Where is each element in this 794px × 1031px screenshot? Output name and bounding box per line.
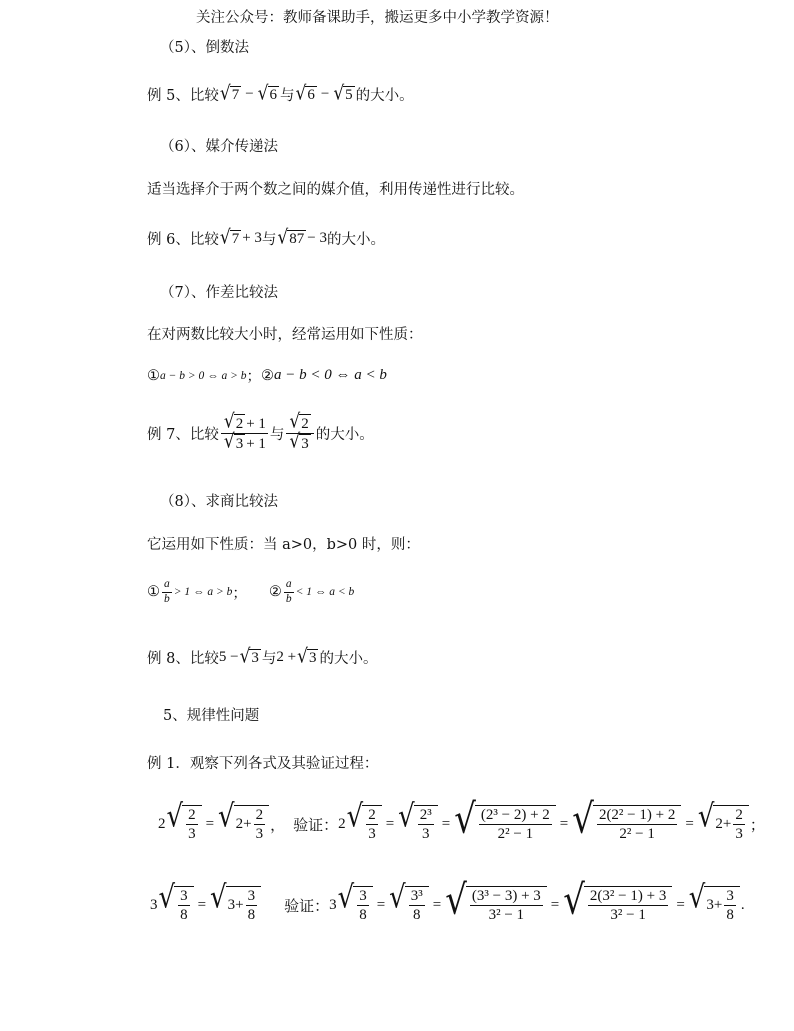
- example-6-tail: 的大小。: [326, 232, 385, 248]
- equals: =: [441, 815, 451, 832]
- sqrt-a: √ 7: [219, 81, 240, 105]
- property-1-marker: ①: [147, 367, 160, 384]
- difference-properties: [147, 365, 387, 386]
- sqrt-cube-fraction: √ $\frac{\text{3³}}{8}$: [389, 886, 429, 924]
- sqrt-b: √ 6: [257, 81, 277, 105]
- coefficient: 3: [150, 896, 158, 913]
- comma: ，: [270, 817, 286, 834]
- minus-3: − 3: [307, 230, 327, 246]
- sqrt-mixed: √ 2+ $\frac{2}{3}$: [698, 805, 749, 843]
- heading-pattern-problems: 5、规律性问题: [163, 708, 260, 724]
- example-1-intro: 例 1．观察下列各式及其验证过程：: [147, 756, 379, 772]
- coefficient: 3: [329, 896, 337, 913]
- verify-label: 验证：: [284, 898, 330, 915]
- sqrt-87: √ 87: [277, 225, 305, 249]
- sqrt-mixed: √ 2+ $\frac{2}{3}$: [218, 805, 269, 843]
- equals: =: [197, 896, 207, 913]
- example-5-label: 例 5、比较: [147, 88, 219, 104]
- example-5-tail: 的大小。: [355, 88, 414, 104]
- example-7-tail: 的大小。: [315, 427, 374, 443]
- sqrt-fraction: √ $\frac{2}{3}$: [347, 805, 382, 843]
- fraction-1: √ 2 + 1 √ 3 + 1: [221, 414, 268, 453]
- equals: =: [385, 815, 395, 832]
- quotient-method-description: 它运用如下性质：当 a>0，b>0 时，则：: [147, 537, 420, 553]
- sqrt-d: √ 5: [333, 81, 353, 105]
- equals: =: [550, 896, 560, 913]
- coefficient: 2: [158, 815, 166, 832]
- separator: ；: [246, 369, 262, 385]
- separator: ；: [232, 585, 247, 602]
- minus-sign: −: [245, 86, 254, 102]
- minus-sign: −: [320, 86, 330, 102]
- sqrt-c: √ 6: [295, 81, 315, 105]
- example-6: [147, 225, 385, 249]
- heading-quotient-method: （8）、求商比较法: [160, 494, 278, 510]
- expr-5-minus: 5 −: [218, 649, 239, 665]
- difference-method-description: 在对两数比较大小时，经常运用如下性质：: [147, 327, 423, 343]
- property-2-tail: < 1 ⇔ a < b: [295, 586, 355, 599]
- fraction-a-over-b: $\frac{a}{b}$: [164, 578, 170, 605]
- sqrt-expanded-fraction: √ $\frac{\text{(3³ − 3) + 3}}{\text{3² − 1}}$: [445, 886, 547, 924]
- heading-difference-method: （7）、作差比较法: [160, 285, 278, 301]
- example-5: [147, 81, 414, 105]
- medium-method-description: 适当选择介于两个数之间的媒介值，利用传递性进行比较。: [147, 182, 524, 198]
- verify-label: 验证：: [293, 817, 339, 834]
- identity-row-1: [158, 795, 765, 844]
- heading-medium-transfer-method: （6）、媒介传递法: [160, 139, 278, 155]
- expr-2-plus: 2 +: [276, 649, 297, 665]
- coefficient: 2: [338, 815, 346, 832]
- sqrt-fraction: √ $\frac{2}{3}$: [167, 805, 202, 843]
- sqrt-fraction: √ $\frac{3}{8}$: [159, 886, 194, 924]
- sqrt-cube-fraction: √ $\frac{\text{2³}}{3}$: [398, 805, 438, 843]
- identity-row-2: [150, 876, 745, 925]
- quotient-properties: [147, 578, 354, 607]
- property-2-marker: ②: [268, 584, 282, 601]
- example-8-label: 例 8、比较: [147, 651, 219, 667]
- example-8: [147, 644, 378, 668]
- sqrt-factored-fraction: √ $\frac{\text{2(2² − 1) + 2}}{\text{2² − 1}}$: [572, 805, 681, 843]
- sqrt-7: √ 7: [219, 225, 240, 249]
- sqrt-3: √ 3: [297, 644, 317, 668]
- conjunction: 与: [269, 427, 285, 443]
- equals: =: [432, 896, 442, 913]
- example-7-label: 例 7、比较: [147, 427, 219, 443]
- property-2: a − b < 0 ⇔ a < b: [274, 367, 387, 383]
- conjunction: 与: [261, 651, 277, 667]
- example-8-tail: 的大小。: [319, 651, 378, 667]
- sqrt-expanded-fraction: √ $\frac{\text{(2³ − 2) + 2}}{\text{2² − 1}}$: [454, 805, 556, 843]
- fraction-a-over-b: $\frac{a}{b}$: [285, 578, 292, 605]
- example-7: [147, 410, 374, 454]
- sqrt-fraction: √ $\frac{3}{8}$: [338, 886, 373, 924]
- property-1: a − b > 0 ⇔ a > b: [160, 369, 247, 382]
- sqrt-mixed: √ 3+ $\frac{3}{8}$: [210, 886, 261, 924]
- conjunction: 与: [261, 232, 277, 248]
- row-end: ；: [749, 817, 765, 834]
- property-2-marker: ②: [261, 367, 275, 384]
- equals: =: [559, 815, 569, 832]
- property-1-marker: ①: [147, 584, 160, 601]
- sqrt-3: √ 3: [239, 644, 259, 668]
- equals: =: [205, 815, 215, 832]
- equals: =: [376, 896, 386, 913]
- heading-reciprocal-method: （5）、倒数法: [160, 40, 249, 56]
- plus-3: + 3: [242, 230, 262, 246]
- sqrt-mixed: √ 3+ $\frac{3}{8}$: [689, 886, 740, 924]
- fraction-2: √ 2 √ 3: [286, 414, 313, 453]
- property-1-tail: > 1 ⇔ a > b: [173, 586, 233, 599]
- sqrt-factored-fraction: √ $\frac{\text{2(3² − 1) + 3}}{\text{3² − 1}}$: [563, 886, 672, 924]
- equals: =: [676, 896, 685, 913]
- conjunction: 与: [280, 88, 295, 104]
- page-header: 关注公众号：教师备课助手，搬运更多中小学教学资源！: [196, 10, 559, 26]
- equals: =: [685, 815, 694, 832]
- example-6-label: 例 6、比较: [147, 232, 219, 248]
- row-end: .: [740, 896, 745, 913]
